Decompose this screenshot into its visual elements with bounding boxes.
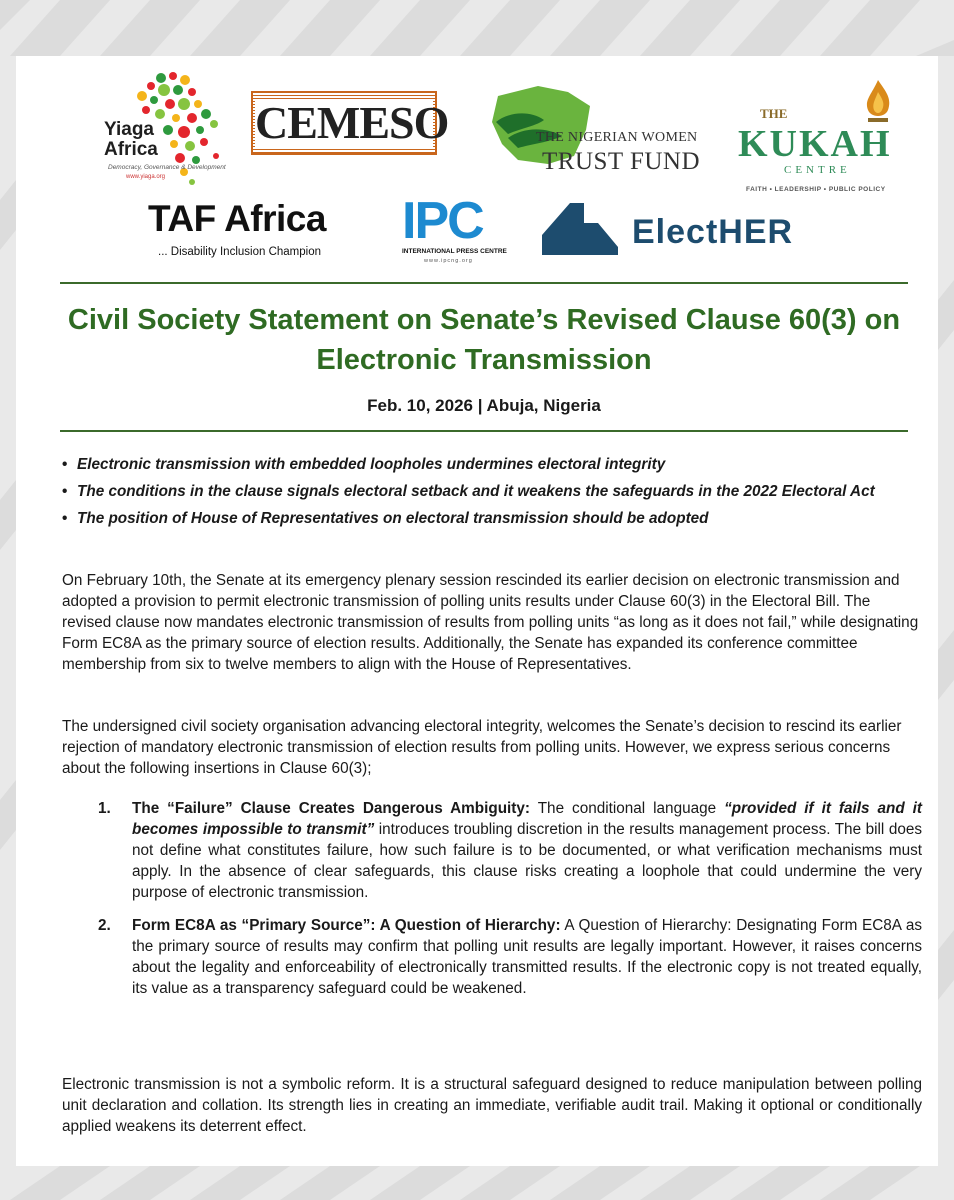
taf-africa-tagline: ... Disability Inclusion Champion [158, 246, 321, 258]
electher-logo [540, 201, 840, 261]
cemeso-logo [251, 91, 449, 159]
nigerian-women-trust-fund-logo [478, 82, 708, 175]
concern-text: A Question of Hierarchy: Designating Form EC8A as the primary source of results may confirm that polling unit results are legally important. However, it raises concerns about the legality and enforceability of electronically transmitted results. If the electronic copy is not treated equally, its value as a transparency safeguard could be weakened. [132, 917, 922, 997]
concern-item [62, 915, 922, 999]
yiaga-africa-logo [56, 64, 231, 196]
concern-text: introduces troubling discretion in the results management process. The bill does not define what constitutes failure, how such failure is to be documented, or what verification mechanisms must apply. In the absence of clear safeguards, this clause risks creating a loophole that could undermine the very purpose of electronic transmission. [132, 821, 922, 901]
concerns-intro-paragraph: The undersigned civil society organisation advancing electoral integrity, welcomes the Senate’s decision to rescind its earlier rejection of mandatory electronic transmission of election results from polling units. However, we express serious concerns about the following insertions in Clause 60(3); [62, 718, 902, 777]
international-press-centre-logo [402, 192, 512, 268]
concern-heading: The “Failure” Clause Creates Dangerous Ambiguity: [132, 800, 531, 817]
ipc-wordmark: IPC [402, 192, 483, 250]
concern-item [62, 798, 922, 903]
bottom-divider [60, 430, 908, 432]
yiaga-url: www.yiaga.org [126, 174, 166, 180]
nwtf-line-1: THE NIGERIAN WOMEN [536, 130, 698, 145]
taf-africa-wordmark: TAF Africa [148, 198, 326, 239]
kukah-tagline: FAITH • LEADERSHIP • PUBLIC POLICY [746, 186, 886, 193]
statement-document [16, 56, 938, 1166]
electher-wordmark: ElectHER [632, 213, 794, 251]
top-divider [60, 282, 908, 284]
key-point: • Electronic transmission with embedded loopholes undermines electoral integrity [62, 454, 922, 475]
concern-text: The conditional language [530, 800, 725, 817]
concern-heading: Form EC8A as “Primary Source”: A Question of Hierarchy: [132, 917, 561, 934]
kukah-the: THE [760, 106, 788, 121]
cemeso-wordmark: CEMESO [255, 97, 449, 148]
nwtf-line-2: TRUST FUND [542, 148, 701, 175]
concern-quote: “provided if it fails and it becomes impossible to transmit” [132, 800, 923, 838]
kukah-centre-label: CENTRE [784, 164, 851, 176]
key-points-list [62, 454, 922, 535]
ipc-subtitle: INTERNATIONAL PRESS CENTRE [402, 248, 507, 255]
electher-mark-icon [540, 201, 624, 257]
concern-number: 1. [98, 800, 111, 817]
concern-number: 2. [98, 917, 111, 934]
flame-icon [858, 78, 898, 128]
yiaga-tagline: Democracy, Governance & Development [108, 164, 226, 171]
intro-paragraph: On February 10th, the Senate at its emergency plenary session rescinded its earlier decision on electronic transmission and adopted a provision to permit electronic transmission of polling units results under Clause 60(3) in the Electoral Bill. The revised clause now mandates electronic transmission of results from polling units “as long as it does not fail,” while designating Form EC8A as the primary source of election results. Additionally, the Senate has expanded its conference committee membership from six to twelve members to align with the House of Representatives. [62, 572, 919, 673]
kukah-centre-logo [726, 78, 906, 193]
statement-title: Civil Society Statement on Senate’s Revised Clause 60(3) on Electronic Transmission [67, 304, 901, 376]
yiaga-wordmark: Yiaga Africa [104, 119, 158, 160]
ipc-url: www.ipcng.org [424, 258, 473, 264]
key-point: • The conditions in the clause signals electoral setback and it weakens the safeguards in the 2022 Electoral Act [62, 481, 922, 502]
concerns-list [62, 798, 922, 999]
closing-paragraph: Electronic transmission is not a symbolic reform. It is a structural safeguard designed to reduce manipulation between polling unit declaration and collation. Its strength lies in creating an immediate, verifiable audit trail. Making it optional or conditionally applied weakens its deterrent effect. [62, 1076, 922, 1135]
dateline: Feb. 10, 2026 | Abuja, Nigeria [367, 396, 601, 415]
taf-africa-logo [144, 196, 364, 268]
key-point: • The position of House of Representatives on electoral transmission should be adopted [62, 508, 922, 529]
kukah-wordmark: KUKAH [738, 123, 892, 165]
